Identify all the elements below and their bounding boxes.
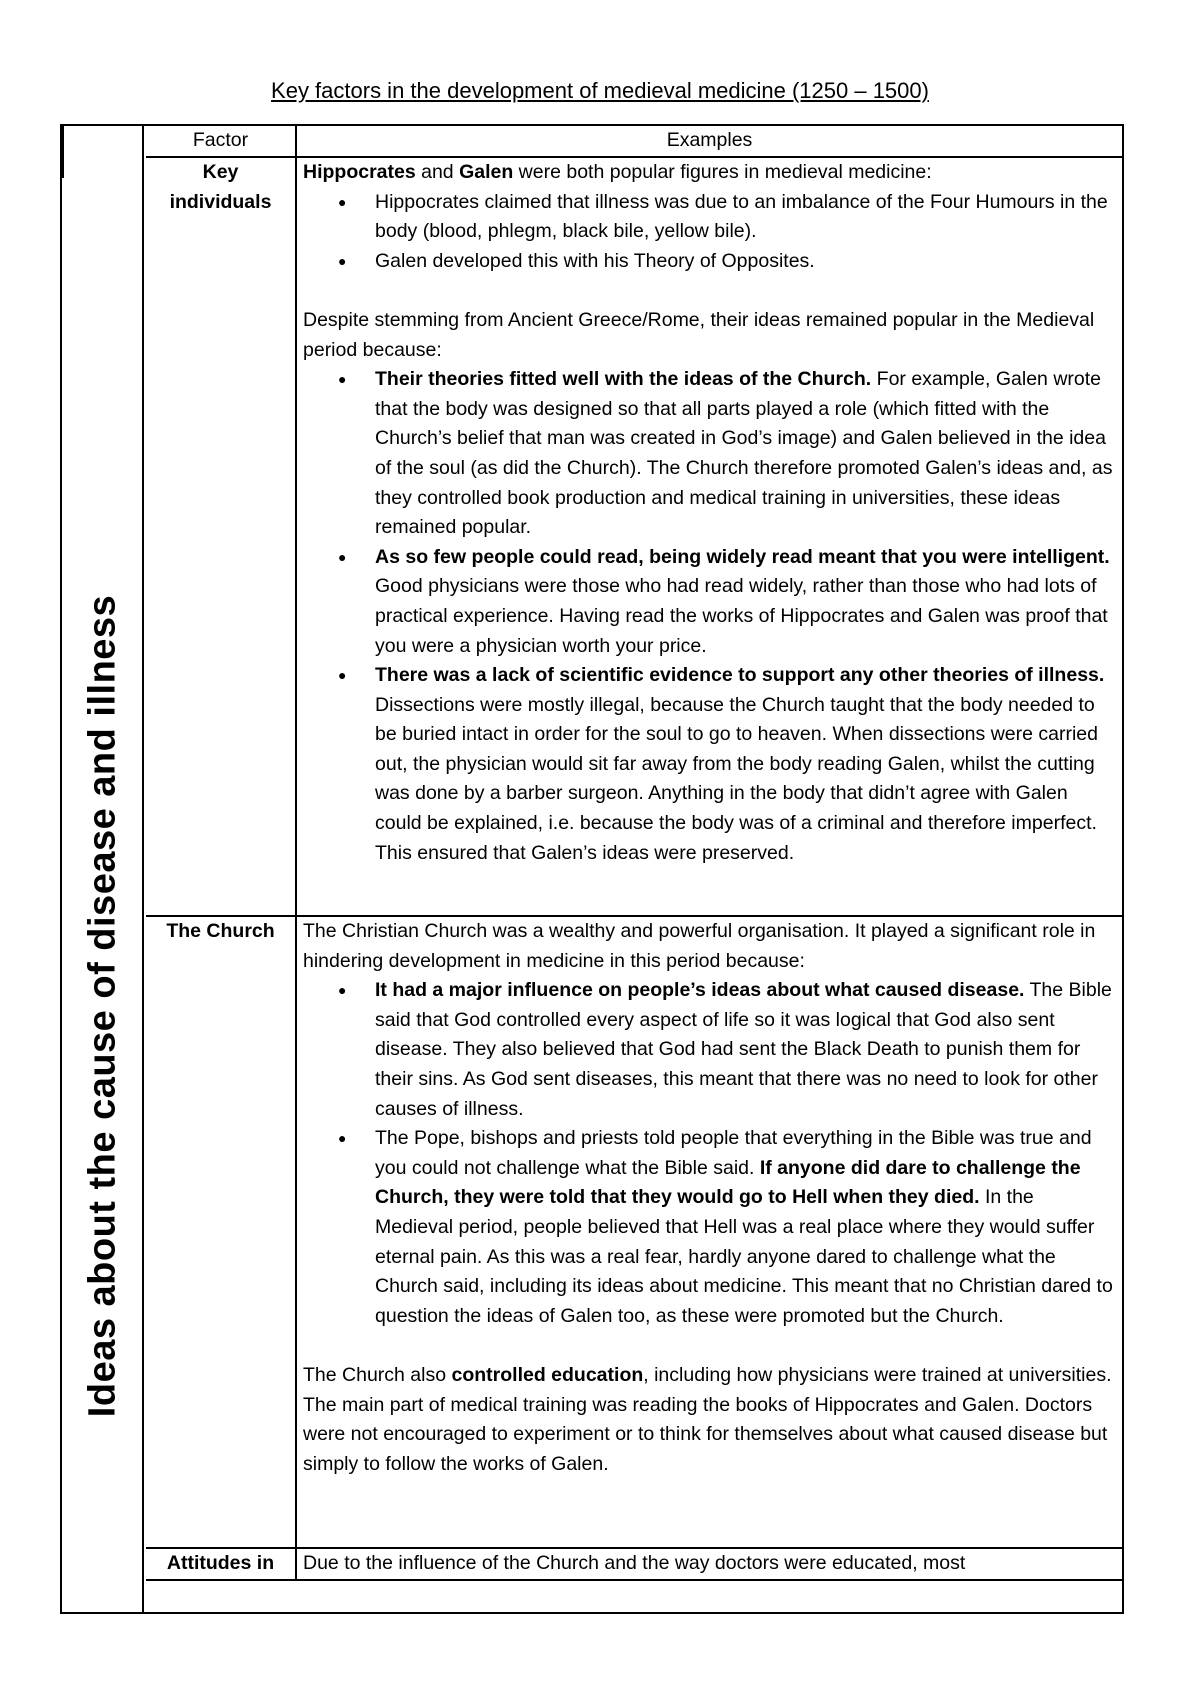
factors-table-frame	[60, 124, 1124, 1614]
church-intro: The Christian Church was a wealthy and powerful organisation. It played a significant role in hindering development in medicine in this period because:	[303, 920, 1096, 972]
header-row	[146, 126, 1122, 157]
popularity-reasons-list	[303, 365, 1116, 868]
side-label: Ideas about the cause of disease and illness	[81, 594, 124, 1418]
examples-attitudes: Due to the influence of the Church and the way doctors were educated, most	[296, 1548, 1122, 1580]
list-item: ● As so few people could read, being widely read meant that you were intelligent. Good physicians were those who had read widely, rather than those who had lots of practical experience. Having read the works of Hippocrates and Galen was proof that you were a physician worth your price.	[375, 543, 1116, 661]
list-item: ● Hippocrates claimed that illness was due to an imbalance of the Four Humours in the body (blood, phlegm, black bile, yellow bile).	[375, 188, 1116, 247]
factors-table	[146, 126, 1122, 1581]
popularity-intro: Despite stemming from Ancient Greece/Rome, their ideas remained popular in the Medieval period because:	[303, 308, 1095, 361]
list-item: ● It had a major influence on people’s ideas about what caused disease. The Bible said that God controlled every aspect of life so it was logical that God also sent disease. They also believed that God had sent the Black Death to punish them for their sins. As God sent diseases, this meant that there was no need to look for other causes of illness.	[375, 976, 1116, 1124]
key-individuals-intro: Hippocrates and Galen were both popular figures in medieval medicine:	[303, 161, 932, 183]
church-education-paragraph: The Church also controlled education, including how physicians were trained at universities. The main part of medical training was reading the books of Hippocrates and Galen. Doctors were not encouraged to experiment or to think for themselves about what caused disease but simply to follow the works of Galen.	[303, 1363, 1112, 1475]
list-item: ● There was a lack of scientific evidence to support any other theories of illness. Dissections were mostly illegal, because the Church taught that the body needed to be buried intact in order for the soul to go to heaven. When dissections were carried out, the physician would sit far away from the body reading Galen, whilst the cutting was done by a barber surgeon. Anything in the body that didn’t agree with Galen could be explained, i.e. because the body was of a criminal and therefore imperfect. This ensured that Galen’s ideas were preserved.	[375, 661, 1116, 868]
list-item: ● Their theories fitted well with the ideas of the Church. For example, Galen wrote that the body was designed so that all parts played a role (which fitted with the Church’s belief that man was created in God’s image) and Galen believed in the idea of the soul (as did the Church). The Church therefore promoted Galen’s ideas and, as they controlled book production and medical training in universities, these ideas remained popular.	[375, 365, 1116, 543]
factor-attitudes: Attitudes in	[146, 1548, 296, 1580]
side-column	[62, 126, 144, 1612]
list-item: ● Galen developed this with his Theory of Opposites.	[375, 247, 1116, 277]
side-column-mark	[62, 126, 70, 178]
table-row	[146, 157, 1122, 916]
table-row	[146, 1548, 1122, 1580]
table-row	[146, 916, 1122, 1548]
factor-church: The Church	[146, 916, 296, 1548]
humours-list	[303, 188, 1116, 277]
header-factor: Factor	[146, 126, 296, 157]
church-list	[303, 976, 1116, 1331]
page-title: Key factors in the development of medieval medicine (1250 – 1500)	[271, 78, 929, 103]
list-item: ● The Pope, bishops and priests told people that everything in the Bible was true and you could not challenge what the Bible said. If anyone did dare to challenge the Church, they were told that they would go to Hell when they died. In the Medieval period, people believed that Hell was a real place where they would suffer eternal pain. As this was a real fear, hardly anyone dared to challenge what the Church said, including its ideas about medicine. This meant that no Christian dared to question the ideas of Galen too, as these were promoted but the Church.	[375, 1124, 1116, 1331]
factor-key-individuals: Key individuals	[146, 157, 296, 916]
header-examples: Examples	[296, 126, 1122, 157]
examples-key-individuals	[296, 157, 1122, 916]
examples-church	[296, 916, 1122, 1548]
